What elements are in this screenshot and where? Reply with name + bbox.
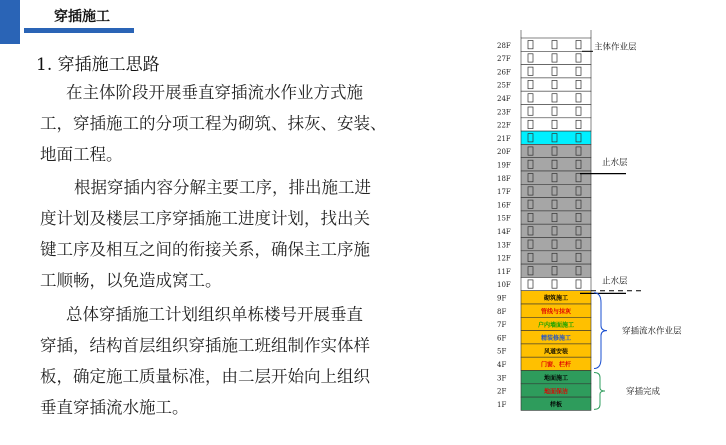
floor-row — [497, 105, 591, 118]
floor-cell — [521, 184, 591, 197]
floor-cell — [521, 144, 591, 157]
floor-task-label: 管线与抹灰 — [540, 308, 572, 316]
floor-label: 22F — [497, 121, 511, 130]
floor-label: 28F — [497, 41, 511, 50]
floor-cell — [521, 198, 591, 211]
floor-row — [497, 118, 591, 131]
paragraph-line: 工顺畅，以免造成窝工。 — [40, 271, 222, 290]
floor-cell — [521, 51, 591, 64]
floor-row — [497, 65, 591, 78]
complete-label: 穿插完成 — [626, 386, 661, 397]
floor-row — [497, 211, 591, 224]
floor-cell — [521, 131, 591, 144]
floor-row — [497, 304, 591, 317]
floor-label: 11F — [497, 267, 511, 276]
floor-task-label: 样板 — [549, 401, 563, 409]
floor-label: 13F — [497, 241, 511, 250]
floor-row — [497, 291, 591, 304]
floor-row — [497, 38, 591, 51]
floor-task-label: 门窗、栏杆 — [540, 361, 572, 369]
floor-cell — [521, 118, 591, 131]
floor-cell — [521, 65, 591, 78]
floor-label: 25F — [497, 81, 511, 90]
floor-label: 4F — [497, 361, 507, 369]
floor-task-label: 精装修施工 — [540, 335, 572, 343]
floor-row — [497, 158, 591, 171]
floor-row — [497, 251, 591, 264]
paragraph-line: 垂直穿插流水施工。 — [40, 398, 189, 417]
paragraph-line: 板，确定施工质量标准，由二层开始向上组织 — [40, 367, 370, 386]
paragraph-2 — [40, 172, 412, 296]
floor-row — [497, 384, 591, 397]
floor-row — [497, 264, 591, 277]
floor-task-label: 风道安装 — [543, 348, 569, 356]
floor-label: 27F — [497, 55, 511, 64]
floor-row — [497, 397, 591, 410]
floor-label: 16F — [497, 201, 511, 210]
paragraph-1 — [40, 77, 412, 170]
floor-cell — [521, 38, 591, 51]
floor-task-label: 地面保洁 — [543, 388, 569, 396]
section-heading: 1. 穿插施工思路 — [36, 55, 160, 75]
floor-label: 17F — [497, 188, 511, 197]
paragraph-3 — [40, 299, 412, 423]
floor-row — [497, 277, 591, 290]
floor-cell — [521, 264, 591, 277]
floor-label: 12F — [497, 254, 511, 263]
floor-row — [497, 171, 591, 184]
diagram-annotations — [580, 41, 682, 409]
floor-row — [497, 144, 591, 157]
floor-label: 7F — [497, 321, 507, 330]
floor-label: 24F — [497, 95, 511, 103]
floor-stack — [497, 30, 591, 410]
floor-row — [497, 131, 591, 144]
floor-label: 5F — [497, 347, 507, 356]
flow-work-brace — [594, 293, 607, 369]
paragraph-line: 工，穿插施工的分项工程为砌筑、抹灰、安装、 — [40, 114, 387, 133]
floor-label: 19F — [497, 161, 511, 170]
paragraph-line: 地面工程。 — [40, 145, 123, 164]
floor-cell — [521, 105, 591, 118]
floor-row — [497, 331, 591, 344]
floor-progress-diagram — [470, 30, 720, 442]
floor-label: 15F — [497, 214, 511, 223]
paragraph-line: 总体穿插施工计划组织单栋楼号开展垂直 — [66, 305, 363, 324]
floor-cell — [521, 211, 591, 224]
floor-label: 26F — [497, 68, 511, 77]
floor-label: 1F — [497, 400, 507, 409]
floor-row — [497, 91, 591, 104]
floor-cell — [521, 171, 591, 184]
paragraph-line: 键工序及相互之间的衔接关系，确保主工序施 — [40, 240, 370, 259]
floor-cell — [521, 78, 591, 91]
floor-row — [497, 344, 591, 357]
floor-label: 20F — [497, 148, 511, 157]
floor-label: 18F — [497, 174, 511, 183]
main-layer-label: 主体作业层 — [594, 42, 637, 53]
floor-label: 23F — [497, 108, 511, 117]
floor-cell — [521, 91, 591, 104]
floor-row — [497, 184, 591, 197]
floor-cell — [521, 251, 591, 264]
paragraph-line: 度计划及楼层工序穿插施工进度计划，找出关 — [40, 209, 370, 228]
page-title: 穿插施工 — [54, 9, 110, 25]
floor-task-label: 地面施工 — [543, 375, 569, 382]
floor-label: 6F — [497, 334, 507, 343]
floor-cell — [521, 277, 591, 290]
floor-label: 9F — [497, 294, 507, 303]
complete-brace — [594, 373, 605, 410]
floor-row — [497, 371, 591, 384]
header-accent-bar — [0, 0, 20, 44]
paragraph-line: 在主体阶段开展垂直穿插流水作业方式施 — [66, 83, 363, 102]
floor-cell — [521, 238, 591, 251]
paragraph-line: 根据穿插内容分解主要工序，排出施工进 — [74, 178, 371, 197]
floor-row — [497, 317, 591, 330]
floor-label: 8F — [497, 307, 507, 316]
floor-row — [497, 357, 591, 370]
floor-cell — [521, 224, 591, 237]
floor-label: 2F — [497, 387, 507, 396]
floor-row — [497, 51, 591, 64]
floor-task-label: 户内墙面施工 — [537, 321, 575, 329]
floor-label: 3F — [497, 374, 507, 383]
floor-label: 14F — [497, 228, 511, 236]
floor-label: 10F — [497, 281, 511, 290]
floor-row — [497, 78, 591, 91]
floor-task-label: 砌筑施工 — [543, 295, 569, 303]
waterstop-label-upper: 止水层 — [602, 158, 628, 169]
paragraph-line: 穿插，结构首层组织穿插施工班组制作实体样 — [40, 336, 370, 355]
waterstop-label-lower: 止水层 — [602, 276, 628, 287]
floor-row — [497, 224, 591, 237]
header-underline — [24, 28, 134, 33]
floor-row — [497, 238, 591, 251]
floor-label: 21F — [497, 134, 511, 143]
floor-row — [497, 198, 591, 211]
flow-work-label: 穿插流水作业层 — [622, 326, 682, 337]
floor-cell — [521, 158, 591, 171]
